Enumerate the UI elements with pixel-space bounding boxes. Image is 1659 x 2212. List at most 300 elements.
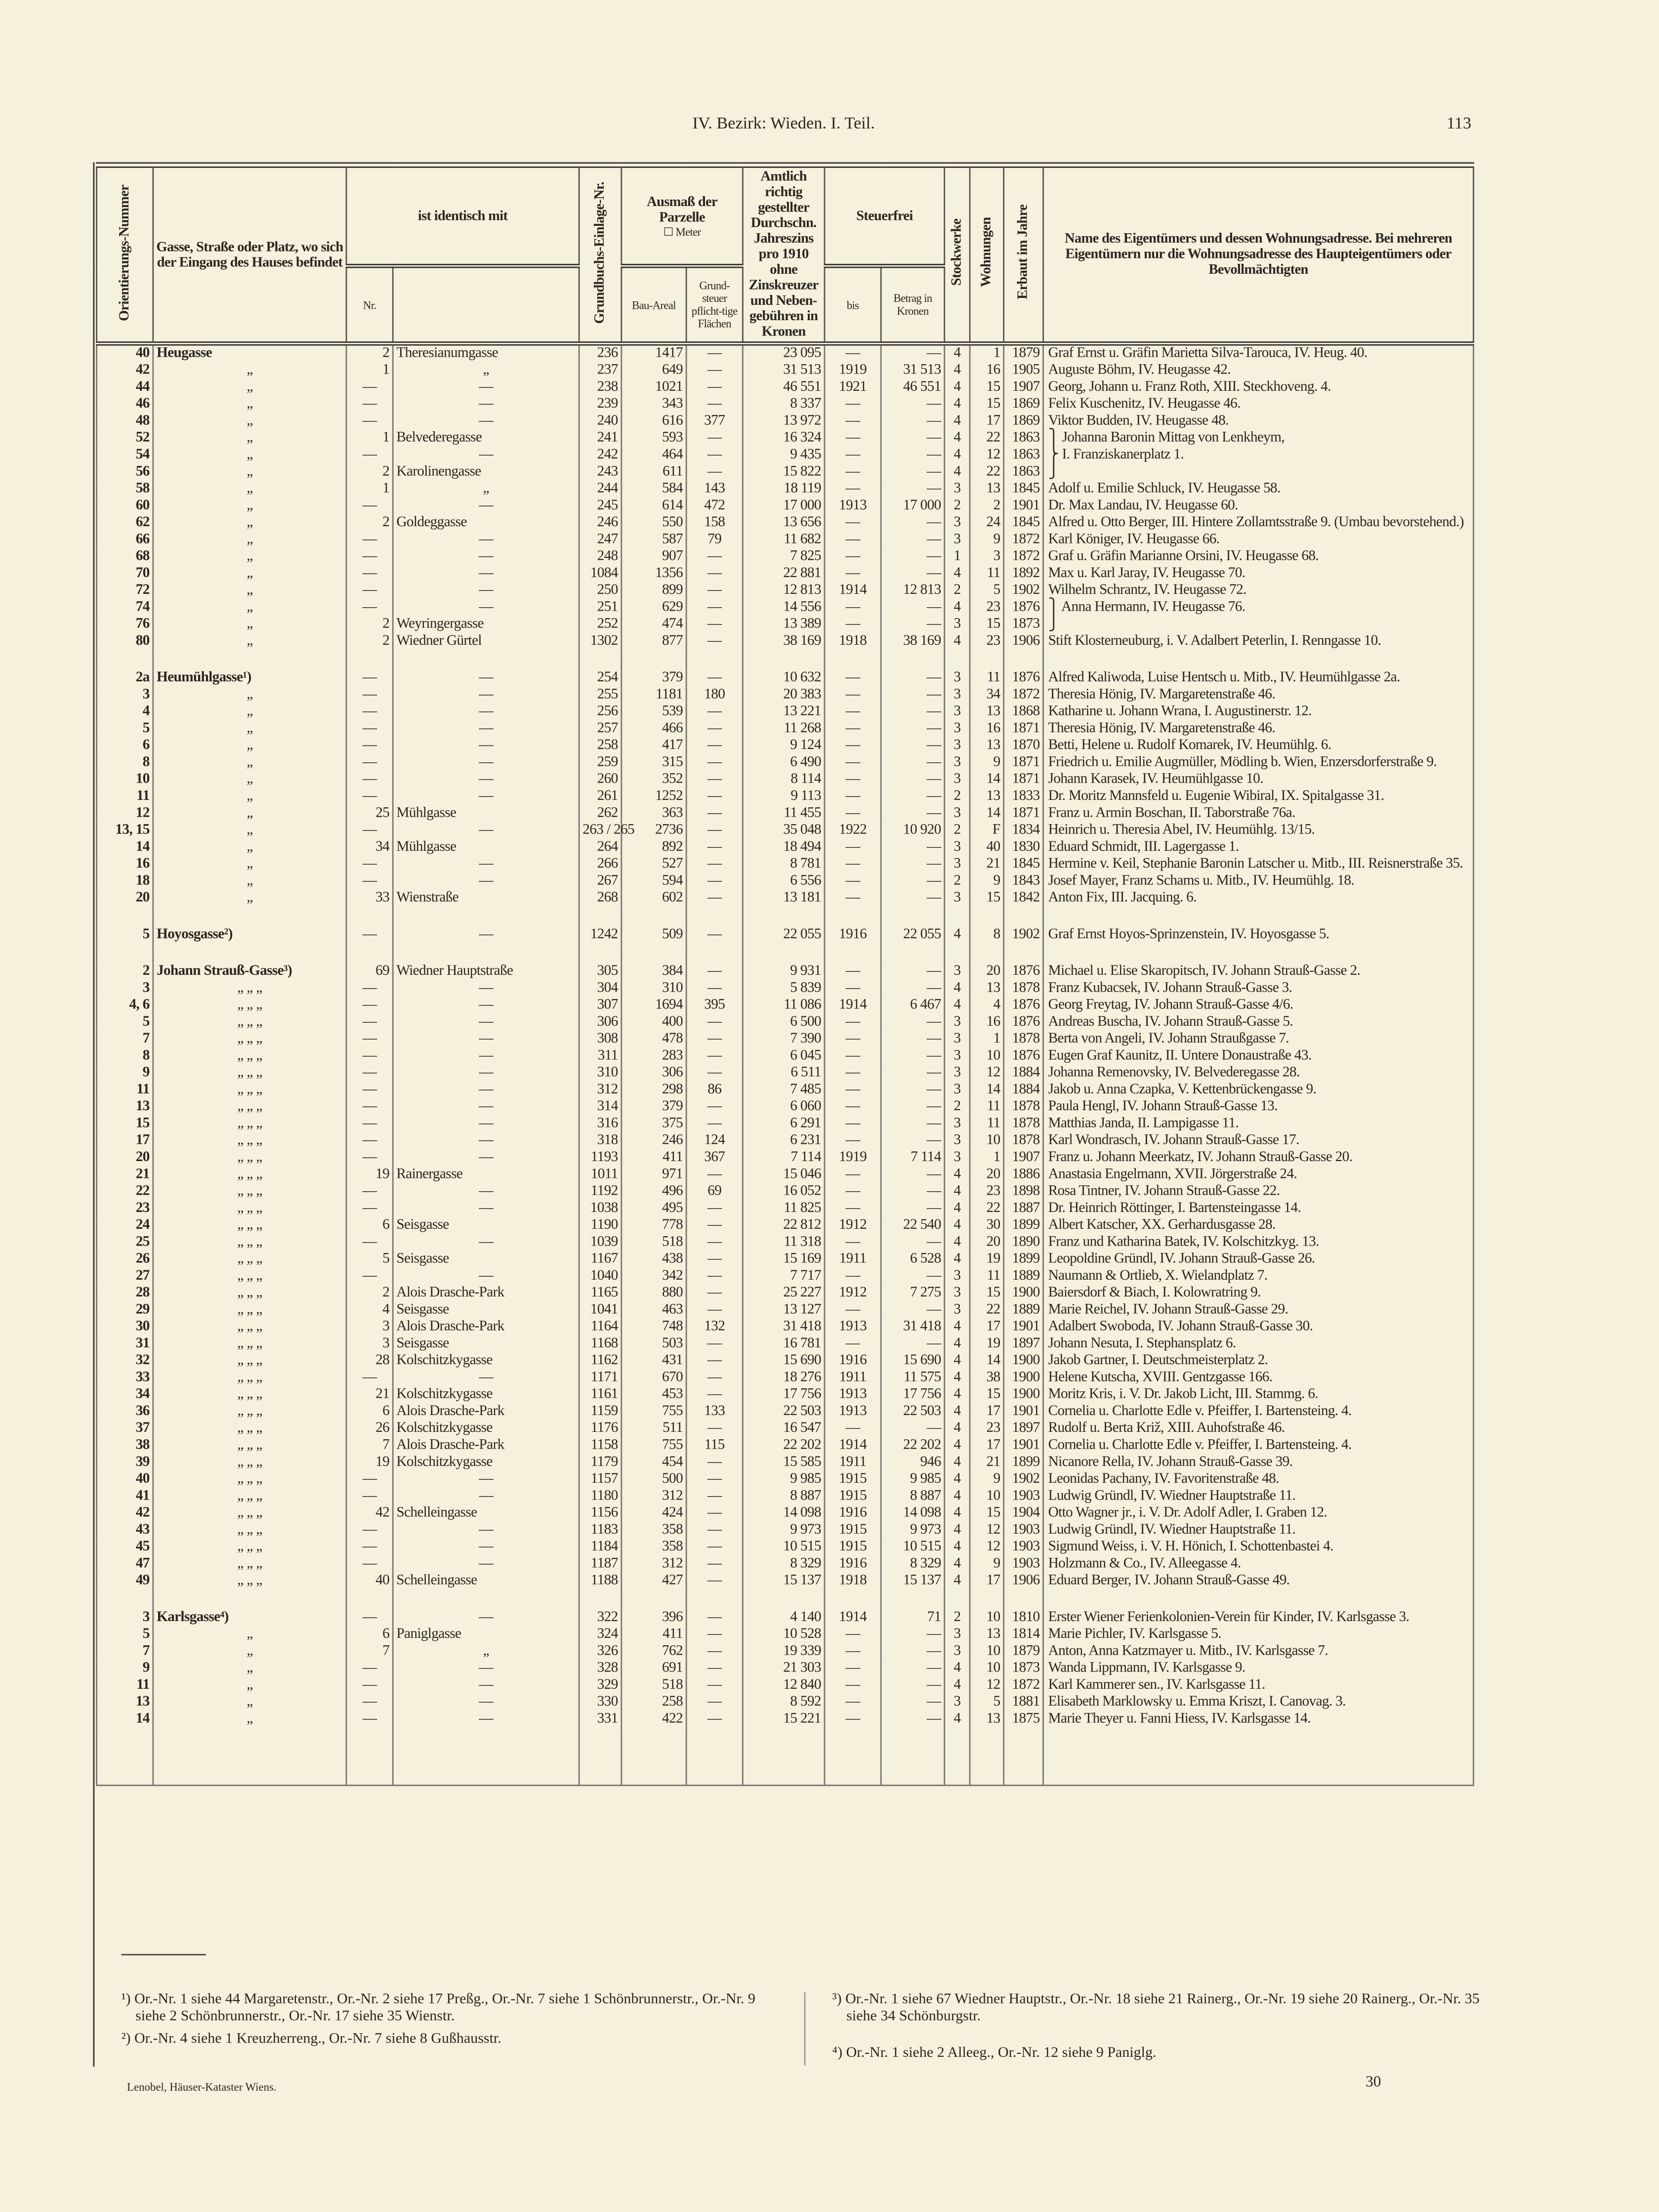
cell-orientierungs-nummer: 74	[97, 600, 153, 617]
cell-grundsteuer: —	[686, 873, 743, 890]
gap-cell	[346, 944, 393, 963]
cell-gasse: „	[153, 890, 346, 907]
cell-stockwerke: 3	[945, 704, 970, 721]
cell-wohnungen: 17	[970, 414, 1004, 430]
cell-grundsteuer: —	[686, 963, 743, 980]
cell-nr: —	[346, 1048, 393, 1065]
cell-grundsteuer: —	[686, 1234, 743, 1251]
cell-orientierungs-nummer: 47	[97, 1556, 153, 1573]
cell-grundsteuer: —	[686, 738, 743, 754]
cell-stockwerke: 3	[945, 532, 970, 548]
cell-stockwerke: 4	[945, 998, 970, 1014]
table-row	[97, 1522, 1474, 1539]
cell-gasse: „ „ „	[153, 1252, 346, 1268]
cell-erbaut: 1898	[1004, 1184, 1043, 1201]
cell-wohnungen: 17	[970, 1573, 1004, 1590]
cell-gasse: „ „ „	[153, 1370, 346, 1387]
cell-grundbuch: 1165	[579, 1285, 622, 1302]
cell-nr: —	[346, 823, 393, 839]
gap-cell	[153, 907, 346, 927]
cell-orientierungs-nummer: 45	[97, 1539, 153, 1556]
cell-eigentuemer: Berta von Angeli, IV. Johann Straußgasse 7.	[1043, 1031, 1474, 1048]
cell-bau-areal: 417	[622, 738, 686, 754]
cell-nr: —	[346, 1694, 393, 1711]
cell-grundsteuer: —	[686, 1505, 743, 1522]
cell-grundsteuer: —	[686, 1711, 743, 1728]
cell-eigentuemer: Auguste Böhm, IV. Heugasse 42.	[1043, 363, 1474, 379]
cell-zins: 19 339	[743, 1644, 825, 1661]
cell-zins: 6 511	[743, 1065, 825, 1082]
gap-cell	[153, 650, 346, 670]
end-cell	[393, 1728, 579, 1786]
cell-nr: 3	[346, 1336, 393, 1353]
cell-eigentuemer: Marie Pichler, IV. Karlsgasse 5.	[1043, 1627, 1474, 1643]
cell-grundsteuer: —	[686, 1285, 743, 1302]
gap-cell	[97, 944, 153, 963]
cell-bau-areal: 691	[622, 1661, 686, 1677]
cell-grundbuch: 261	[579, 789, 622, 805]
cell-steuerfrei-betrag: —	[881, 549, 945, 566]
cell-zins: 13 221	[743, 704, 825, 721]
cell-grundbuch: 318	[579, 1133, 622, 1150]
cell-identisch: Alois Drasche-Park	[393, 1404, 579, 1420]
cell-zins: 13 972	[743, 414, 825, 430]
cell-erbaut: 1872	[1004, 687, 1043, 704]
table-row	[97, 1319, 1474, 1336]
gap-cell	[945, 944, 970, 963]
table-end-space	[97, 1728, 1474, 1786]
cell-grundbuch: 251	[579, 600, 622, 617]
cell-gasse: „ „ „	[153, 1438, 346, 1455]
cell-wohnungen: 23	[970, 600, 1004, 617]
cell-zins: 15 137	[743, 1573, 825, 1590]
cell-stockwerke: 3	[945, 1082, 970, 1099]
cell-grundbuch: 266	[579, 856, 622, 873]
cell-grundsteuer: 133	[686, 1404, 743, 1420]
cell-bau-areal: 670	[622, 1370, 686, 1387]
cell-zins: 25 227	[743, 1285, 825, 1302]
cell-gasse: „	[153, 1677, 346, 1694]
end-cell	[1004, 1728, 1043, 1786]
cell-bau-areal: 584	[622, 481, 686, 498]
cell-stockwerke: 4	[945, 1353, 970, 1370]
cell-wohnungen: 13	[970, 1627, 1004, 1643]
cell-bau-areal: 907	[622, 549, 686, 566]
cell-gasse: „ „ „	[153, 1455, 346, 1471]
table-row	[97, 823, 1474, 839]
cell-grundsteuer: —	[686, 1488, 743, 1505]
end-cell	[153, 1728, 346, 1786]
cell-orientierungs-nummer: 3	[97, 981, 153, 998]
cell-gasse: „	[153, 414, 346, 430]
cell-steuerfrei-betrag: —	[881, 617, 945, 633]
cell-steuerfrei-bis: —	[825, 1661, 881, 1677]
cell-orientierungs-nummer: 3	[97, 687, 153, 704]
cell-identisch: —	[393, 1556, 579, 1573]
cell-grundbuch: 314	[579, 1099, 622, 1116]
cell-zins: 15 585	[743, 1455, 825, 1471]
cell-bau-areal: 298	[622, 1082, 686, 1099]
cell-identisch: —	[393, 1082, 579, 1099]
table-row	[97, 464, 1474, 481]
cell-zins: 18 494	[743, 839, 825, 856]
cell-zins: 18 276	[743, 1370, 825, 1387]
cell-grundbuch: 1193	[579, 1150, 622, 1167]
cell-steuerfrei-bis: 1921	[825, 379, 881, 396]
cell-orientierungs-nummer: 21	[97, 1167, 153, 1183]
cell-identisch: —	[393, 670, 579, 687]
cell-steuerfrei-bis: —	[825, 1644, 881, 1661]
cell-orientierungs-nummer: 3	[97, 1610, 153, 1627]
cell-grundbuch: 1192	[579, 1184, 622, 1201]
cell-gasse: „	[153, 704, 346, 721]
cell-grundbuch: 247	[579, 532, 622, 548]
cell-eigentuemer: Leonidas Pachany, IV. Favoritenstraße 48.	[1043, 1471, 1474, 1488]
cell-steuerfrei-bis: 1918	[825, 1573, 881, 1590]
cell-grundbuch: 308	[579, 1031, 622, 1048]
cell-orientierungs-nummer: 36	[97, 1404, 153, 1420]
cell-steuerfrei-bis: —	[825, 617, 881, 633]
cell-stockwerke: 4	[945, 1319, 970, 1336]
cell-zins: 11 086	[743, 998, 825, 1014]
footnotes-right	[832, 1992, 1495, 2068]
cell-orientierungs-nummer: 5	[97, 927, 153, 944]
cell-grundbuch: 259	[579, 755, 622, 772]
cell-steuerfrei-betrag: —	[881, 1336, 945, 1353]
cell-identisch: —	[393, 566, 579, 583]
cell-eigentuemer: Ludwig Gründl, IV. Wiedner Hauptstraße 11.	[1043, 1522, 1474, 1539]
gap-cell	[1004, 1590, 1043, 1610]
cell-nr: —	[346, 873, 393, 890]
cell-eigentuemer: Stift Klosterneuburg, i. V. Adalbert Peterlin, I. Renngasse 10.	[1043, 633, 1474, 650]
cell-nr: —	[346, 1677, 393, 1694]
cell-eigentuemer: Albert Katscher, XX. Gerhardusgasse 28.	[1043, 1217, 1474, 1234]
cell-grundbuch: 1188	[579, 1573, 622, 1590]
cell-bau-areal: 509	[622, 927, 686, 944]
cell-stockwerke: 3	[945, 755, 970, 772]
cell-zins: 20 383	[743, 687, 825, 704]
cell-identisch: —	[393, 1522, 579, 1539]
cell-identisch: —	[393, 1099, 579, 1116]
table-row	[97, 1201, 1474, 1217]
cell-identisch: „	[393, 363, 579, 379]
cell-orientierungs-nummer: 22	[97, 1184, 153, 1201]
cell-steuerfrei-betrag: —	[881, 1031, 945, 1048]
cell-steuerfrei-betrag: 38 169	[881, 633, 945, 650]
cell-eigentuemer: Eduard Berger, IV. Johann Strauß-Gasse 49.	[1043, 1573, 1474, 1590]
cell-nr: —	[346, 583, 393, 599]
cell-identisch: Seisgasse	[393, 1252, 579, 1268]
cell-stockwerke: 2	[945, 823, 970, 839]
table-row	[97, 1048, 1474, 1065]
cell-erbaut: 1878	[1004, 981, 1043, 998]
cell-wohnungen: 10	[970, 1661, 1004, 1677]
cell-identisch: Seisgasse	[393, 1302, 579, 1319]
cell-grundsteuer: —	[686, 1201, 743, 1217]
cell-erbaut: 1833	[1004, 789, 1043, 805]
cell-steuerfrei-betrag: —	[881, 805, 945, 822]
cell-grundsteuer: —	[686, 1031, 743, 1048]
cell-bau-areal: 594	[622, 873, 686, 890]
cell-eigentuemer: Karl Königer, IV. Heugasse 66.	[1043, 532, 1474, 548]
end-cell	[825, 1728, 881, 1786]
cell-erbaut: 1881	[1004, 1694, 1043, 1711]
cell-nr: —	[346, 1661, 393, 1677]
cell-nr: —	[346, 687, 393, 704]
cell-grundsteuer: 124	[686, 1133, 743, 1150]
cell-steuerfrei-bis: 1919	[825, 1150, 881, 1167]
table-row	[97, 721, 1474, 738]
cell-grundsteuer: —	[686, 566, 743, 583]
cell-zins: 7 825	[743, 549, 825, 566]
cell-identisch: —	[393, 379, 579, 396]
cell-eigentuemer: Anton, Anna Katzmayer u. Mitb., IV. Karlsgasse 7.	[1043, 1644, 1474, 1661]
col-grundsteuer: Grund-steuer pflicht-tige Flächen	[686, 266, 743, 343]
end-cell	[1043, 1728, 1474, 1786]
end-cell	[579, 1728, 622, 1786]
cell-orientierungs-nummer: 37	[97, 1420, 153, 1437]
cell-gasse: „	[153, 1661, 346, 1677]
cell-grundbuch: 307	[579, 998, 622, 1014]
cell-zins: 13 656	[743, 515, 825, 532]
cell-steuerfrei-bis: 1922	[825, 823, 881, 839]
cell-zins: 4 140	[743, 1610, 825, 1627]
cell-stockwerke: 4	[945, 566, 970, 583]
cell-wohnungen: 24	[970, 515, 1004, 532]
section-gap	[97, 907, 1474, 927]
cell-erbaut: 1906	[1004, 633, 1043, 650]
cell-zins: 6 045	[743, 1048, 825, 1065]
gap-cell	[825, 650, 881, 670]
cell-zins: 38 169	[743, 633, 825, 650]
cell-stockwerke: 3	[945, 481, 970, 498]
gap-cell	[579, 650, 622, 670]
cell-zins: 16 547	[743, 1420, 825, 1437]
cell-grundbuch: 245	[579, 498, 622, 515]
cell-bau-areal: 971	[622, 1167, 686, 1183]
cell-erbaut: 1897	[1004, 1336, 1043, 1353]
section-gap	[97, 944, 1474, 963]
cell-wohnungen: 1	[970, 1031, 1004, 1048]
col-stockwerke: Stockwerke	[945, 165, 970, 343]
cell-erbaut: 1871	[1004, 755, 1043, 772]
cell-steuerfrei-bis: 1916	[825, 927, 881, 944]
cell-orientierungs-nummer: 40	[97, 343, 153, 363]
section-gap	[97, 650, 1474, 670]
cell-zins: 12 840	[743, 1677, 825, 1694]
cell-grundbuch: 1156	[579, 1505, 622, 1522]
cell-bau-areal: 375	[622, 1116, 686, 1133]
cell-zins: 7 717	[743, 1268, 825, 1285]
table-row	[97, 687, 1474, 704]
cell-gasse: „	[153, 532, 346, 548]
cell-erbaut: 1902	[1004, 583, 1043, 599]
cell-orientierungs-nummer: 44	[97, 379, 153, 396]
cell-wohnungen: 22	[970, 1201, 1004, 1217]
table-row	[97, 1610, 1474, 1627]
cell-orientierungs-nummer: 23	[97, 1201, 153, 1217]
cell-bau-areal: 496	[622, 1184, 686, 1201]
cell-orientierungs-nummer: 27	[97, 1268, 153, 1285]
cell-nr: 6	[346, 1627, 393, 1643]
cell-steuerfrei-bis: —	[825, 1014, 881, 1031]
cell-steuerfrei-betrag: —	[881, 1065, 945, 1082]
cell-erbaut: 1902	[1004, 1471, 1043, 1488]
cell-grundbuch: 1039	[579, 1234, 622, 1251]
cell-stockwerke: 3	[945, 1031, 970, 1048]
gap-cell	[970, 944, 1004, 963]
cell-steuerfrei-betrag: —	[881, 963, 945, 980]
cell-orientierungs-nummer: 7	[97, 1031, 153, 1048]
cell-grundsteuer: —	[686, 1694, 743, 1711]
cell-orientierungs-nummer: 2a	[97, 670, 153, 687]
cell-grundbuch: 1158	[579, 1438, 622, 1455]
cell-zins: 7 390	[743, 1031, 825, 1048]
cell-steuerfrei-betrag: 14 098	[881, 1505, 945, 1522]
cell-wohnungen: 20	[970, 1167, 1004, 1183]
cell-zins: 13 181	[743, 890, 825, 907]
col-identisch: ist identisch mit	[346, 165, 579, 266]
cell-stockwerke: 4	[945, 447, 970, 464]
cell-identisch: —	[393, 998, 579, 1014]
cell-identisch: Seisgasse	[393, 1336, 579, 1353]
cell-steuerfrei-bis: —	[825, 839, 881, 856]
cell-gasse: „ „ „	[153, 1268, 346, 1285]
cell-orientierungs-nummer: 62	[97, 515, 153, 532]
cell-erbaut: 1876	[1004, 670, 1043, 687]
cell-nr: —	[346, 670, 393, 687]
cell-bau-areal: 358	[622, 1539, 686, 1556]
cell-steuerfrei-bis: 1916	[825, 1505, 881, 1522]
cell-nr: 1	[346, 481, 393, 498]
cell-nr: 2	[346, 515, 393, 532]
cell-gasse: „	[153, 1627, 346, 1643]
cell-eigentuemer: Wilhelm Schrantz, IV. Heugasse 72.	[1043, 583, 1474, 599]
cell-steuerfrei-bis: —	[825, 890, 881, 907]
cell-zins: 11 268	[743, 721, 825, 738]
cell-wohnungen: 10	[970, 1133, 1004, 1150]
cell-orientierungs-nummer: 13	[97, 1694, 153, 1711]
cell-erbaut: 1875	[1004, 1711, 1043, 1728]
cell-steuerfrei-bis: —	[825, 856, 881, 873]
table-row	[97, 1370, 1474, 1387]
cell-gasse: „	[153, 515, 346, 532]
cell-wohnungen: 12	[970, 447, 1004, 464]
col-orientierungs-nummer: Orientierungs-Nummer	[97, 165, 153, 343]
gap-cell	[393, 944, 579, 963]
table-row	[97, 1711, 1474, 1728]
cell-steuerfrei-bis: —	[825, 343, 881, 363]
cell-eigentuemer: Eugen Graf Kaunitz, II. Untere Donaustraße 43.	[1043, 1048, 1474, 1065]
cell-erbaut: 1890	[1004, 1234, 1043, 1251]
cell-eigentuemer: Paula Hengl, IV. Johann Strauß-Gasse 13.	[1043, 1099, 1474, 1116]
gap-cell	[1004, 650, 1043, 670]
cell-bau-areal: 396	[622, 1610, 686, 1627]
gap-cell	[970, 1590, 1004, 1610]
cell-zins: 22 812	[743, 1217, 825, 1234]
gap-cell	[622, 1590, 686, 1610]
gap-cell	[825, 907, 881, 927]
cell-bau-areal: 1252	[622, 789, 686, 805]
cell-grundbuch: 1161	[579, 1387, 622, 1404]
cell-bau-areal: 616	[622, 414, 686, 430]
cell-bau-areal: 527	[622, 856, 686, 873]
cell-steuerfrei-bis: —	[825, 1336, 881, 1353]
cell-grundsteuer: —	[686, 343, 743, 363]
cell-orientierungs-nummer: 17	[97, 1133, 153, 1150]
cell-erbaut: 1873	[1004, 1661, 1043, 1677]
cell-grundbuch: 258	[579, 738, 622, 754]
cell-bau-areal: 602	[622, 890, 686, 907]
cell-identisch: —	[393, 583, 579, 599]
cell-identisch: „	[393, 481, 579, 498]
table-row	[97, 1167, 1474, 1183]
cell-steuerfrei-betrag: 15 690	[881, 1353, 945, 1370]
cell-grundsteuer: —	[686, 755, 743, 772]
table-row	[97, 396, 1474, 413]
cell-grundsteuer: 395	[686, 998, 743, 1014]
cell-wohnungen: 15	[970, 617, 1004, 633]
gap-cell	[622, 907, 686, 927]
cell-stockwerke: 3	[945, 1268, 970, 1285]
cell-identisch: —	[393, 1234, 579, 1251]
col-betrag: Betrag in Kronen	[881, 266, 945, 343]
cell-eigentuemer: Michael u. Elise Skaropitsch, IV. Johann Strauß-Gasse 2.	[1043, 963, 1474, 980]
cell-orientierungs-nummer: 6	[97, 738, 153, 754]
cell-bau-areal: 400	[622, 1014, 686, 1031]
cell-grundsteuer: 367	[686, 1150, 743, 1167]
cell-erbaut: 1906	[1004, 1573, 1043, 1590]
table-row	[97, 566, 1474, 583]
cell-nr: —	[346, 1184, 393, 1201]
table-row	[97, 981, 1474, 998]
cell-erbaut: 1814	[1004, 1627, 1043, 1643]
cell-stockwerke: 3	[945, 1627, 970, 1643]
gap-cell	[153, 1590, 346, 1610]
cell-orientierungs-nummer: 11	[97, 789, 153, 805]
cell-grundbuch: 305	[579, 963, 622, 980]
col-wohnungen: Wohnungen	[970, 165, 1004, 343]
cell-stockwerke: 3	[945, 721, 970, 738]
cell-stockwerke: 3	[945, 1014, 970, 1031]
cell-stockwerke: 4	[945, 600, 970, 617]
cell-identisch: —	[393, 721, 579, 738]
cell-erbaut: 1845	[1004, 515, 1043, 532]
cell-steuerfrei-bis: —	[825, 430, 881, 447]
cell-identisch: Kolschitzkygasse	[393, 1387, 579, 1404]
cell-wohnungen: 11	[970, 1268, 1004, 1285]
cell-steuerfrei-bis: 1915	[825, 1539, 881, 1556]
cell-stockwerke: 4	[945, 363, 970, 379]
cell-steuerfrei-betrag: 8 329	[881, 1556, 945, 1573]
cell-erbaut: 1878	[1004, 1116, 1043, 1133]
cell-zins: 17 000	[743, 498, 825, 515]
cell-nr: 40	[346, 1573, 393, 1590]
cell-orientierungs-nummer: 38	[97, 1438, 153, 1455]
cell-gasse: „ „ „	[153, 1471, 346, 1488]
table-row	[97, 1302, 1474, 1319]
cell-identisch: —	[393, 1201, 579, 1217]
running-title: IV. Bezirk: Wieden. I. Teil.	[692, 113, 875, 133]
cell-orientierungs-nummer: 5	[97, 1014, 153, 1031]
cell-wohnungen: 2	[970, 498, 1004, 515]
cell-steuerfrei-betrag: —	[881, 464, 945, 481]
cell-grundbuch: 312	[579, 1082, 622, 1099]
cell-eigentuemer: Graf Ernst u. Gräfin Marietta Silva-Tarouca, IV. Heug. 40.	[1043, 343, 1474, 363]
cell-erbaut: 1878	[1004, 1099, 1043, 1116]
cell-eigentuemer: Anastasia Engelmann, XVII. Jörgerstraße 24.	[1043, 1167, 1474, 1183]
cell-grundsteuer: 158	[686, 515, 743, 532]
